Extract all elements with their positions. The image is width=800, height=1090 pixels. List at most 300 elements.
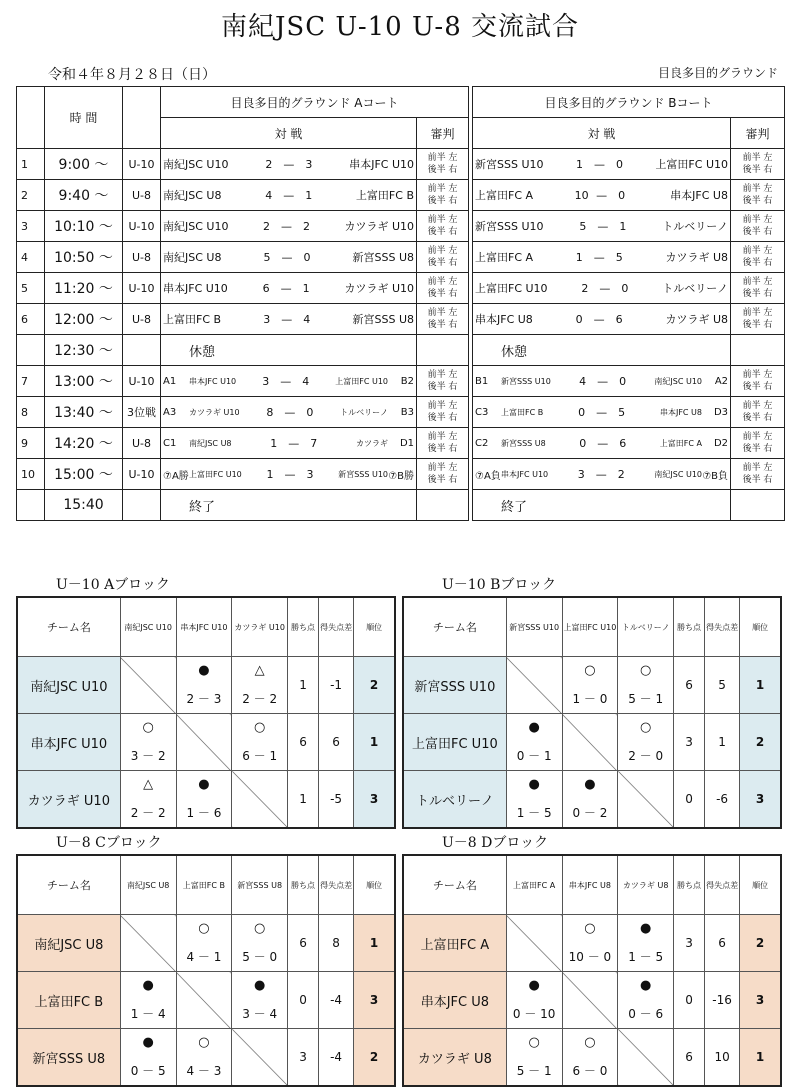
result-mark: ○ — [254, 921, 266, 936]
team-right: 南紀JSC U10 — [654, 376, 703, 386]
rank: 3 — [354, 972, 395, 1029]
referee-first-half: 前半 左 — [742, 246, 773, 256]
standings-row — [403, 657, 781, 714]
header-court-b: 目良多目的グラウンド Bコート — [473, 87, 785, 118]
team-left: 南紀JSC U8 — [189, 438, 232, 448]
team-left: 串本JFC U10 — [163, 282, 228, 295]
score-dash: — — [283, 188, 295, 202]
match-time: 13:40 ～ — [45, 397, 123, 428]
referee-first-half: 前半 左 — [742, 215, 773, 225]
referee-second-half: 後半 右 — [427, 320, 458, 330]
team-right: 上富田FC B — [355, 189, 414, 202]
match-line — [163, 467, 414, 482]
result-score: 3 － 2 — [130, 749, 166, 763]
score-left: 0 — [575, 312, 583, 326]
result — [177, 657, 232, 713]
referee-second-half: 後半 右 — [742, 165, 773, 175]
points-header: 勝ち点 — [288, 855, 319, 915]
end-label-b: 終了 — [473, 490, 731, 521]
team-name: カツラギ U10 — [17, 771, 120, 829]
self-match-cell — [120, 657, 176, 714]
team-left: 新宮SSS U10 — [501, 376, 551, 386]
score-dash: — — [599, 281, 611, 295]
result — [563, 915, 618, 971]
team-left: 上富田FC A — [475, 189, 534, 202]
league-block — [16, 574, 396, 829]
score-dash: — — [281, 312, 293, 326]
referee-first-half: 前半 左 — [427, 215, 458, 225]
team-name: 串本JFC U10 — [17, 714, 120, 771]
team-left: 上富田FC B — [163, 313, 222, 326]
score-right: 0 — [303, 250, 311, 264]
match-category: U-10 — [123, 149, 161, 180]
end-cat — [123, 490, 161, 521]
team-right: カツラギ U8 — [665, 251, 729, 264]
team-right: 上富田FC U10 — [655, 158, 728, 171]
result-mark: ● — [640, 978, 652, 993]
result-score: 2 － 2 — [130, 806, 166, 820]
match-line — [475, 406, 728, 419]
result — [177, 771, 232, 827]
result — [121, 1029, 176, 1085]
result-score: 4 － 1 — [186, 950, 222, 964]
team-name-header: チーム名 — [403, 597, 506, 657]
break-cat — [123, 335, 161, 366]
referee-second-half: 後半 右 — [427, 165, 458, 175]
score-dash: — — [593, 250, 605, 264]
match-cell-a — [161, 459, 417, 490]
end-no — [17, 490, 45, 521]
referee-first-half: 前半 左 — [742, 463, 773, 473]
match-cell-a — [161, 366, 417, 397]
result-cell — [506, 972, 562, 1029]
referee-second-half: 後半 右 — [742, 413, 773, 423]
referee-second-half: 後半 右 — [427, 196, 458, 206]
rank: 2 — [740, 714, 781, 771]
match-category: U-8 — [123, 180, 161, 211]
team-name: 南紀JSC U10 — [17, 657, 120, 714]
score-left: 1 — [575, 157, 583, 171]
goal-diff-header: 得失点差 — [705, 597, 740, 657]
score-left: 1 — [575, 250, 583, 264]
rank: 1 — [354, 915, 395, 972]
standings-header — [17, 855, 395, 915]
points: 6 — [288, 714, 319, 771]
match-number: 2 — [17, 180, 45, 211]
team-right: トルベリーノ — [662, 220, 728, 233]
schedule-row — [17, 366, 785, 397]
result — [177, 915, 232, 971]
match-category: 3位戦 — [123, 397, 161, 428]
result-mark: ● — [198, 777, 210, 792]
referee-cell-b — [731, 273, 785, 304]
team-left: 新宮SSS U10 — [475, 158, 544, 171]
referee-cell-b — [731, 397, 785, 428]
result-score: 5 － 1 — [628, 692, 664, 706]
team-right: 串本JFC U8 — [670, 189, 728, 202]
goal-diff-header: 得失点差 — [705, 855, 740, 915]
result-mark: ○ — [640, 720, 652, 735]
team-right: 串本JFC U10 — [349, 158, 414, 171]
result-mark: ● — [528, 720, 540, 735]
header-match-b: 対 戦 — [473, 118, 731, 149]
score-left: 3 — [262, 374, 270, 388]
self-match-cell — [176, 714, 232, 771]
result-score: 1 － 0 — [572, 692, 608, 706]
score-right: 0 — [621, 281, 629, 295]
result-cell — [506, 714, 562, 771]
result-mark: ● — [528, 978, 540, 993]
points: 3 — [674, 714, 705, 771]
result-score: 3 － 4 — [242, 1007, 278, 1021]
referee-cell-a — [417, 459, 469, 490]
self-match-cell — [232, 771, 288, 829]
header-time: 時 間 — [45, 87, 123, 149]
points: 6 — [288, 915, 319, 972]
match-line — [163, 406, 414, 419]
referee-second-half: 後半 右 — [742, 258, 773, 268]
standings-table — [16, 854, 396, 1087]
match-time: 13:00 ～ — [45, 366, 123, 397]
match-category: U-8 — [123, 304, 161, 335]
result — [232, 915, 287, 971]
result-score: 2 － 2 — [242, 692, 278, 706]
schedule-row — [17, 397, 785, 428]
referee-second-half: 後半 右 — [742, 382, 773, 392]
referee-first-half: 前半 左 — [742, 184, 773, 194]
match-number: 3 — [17, 211, 45, 242]
result-mark: ○ — [640, 663, 652, 678]
score-right: 6 — [619, 436, 627, 450]
goal-diff: -6 — [705, 771, 740, 829]
result-score: 1 － 5 — [516, 806, 552, 820]
referee-cell-b — [731, 180, 785, 211]
team-name-header: チーム名 — [17, 597, 120, 657]
result-score: 0 － 6 — [628, 1007, 664, 1021]
score-dash: — — [281, 250, 293, 264]
referee-second-half: 後半 右 — [742, 196, 773, 206]
result — [618, 714, 673, 770]
points: 1 — [288, 657, 319, 714]
score-right: 2 — [302, 219, 310, 233]
score-right: 3 — [305, 157, 313, 171]
match-cell-b — [473, 366, 731, 397]
opponent-header: 上富田FC A — [506, 855, 562, 915]
result-mark: ○ — [254, 720, 266, 735]
referee-first-half: 前半 左 — [427, 184, 458, 194]
match-line — [475, 249, 728, 265]
self-match-cell — [232, 1029, 288, 1087]
match-cell-b — [473, 180, 731, 211]
referee-cell-b — [731, 242, 785, 273]
match-line — [163, 249, 414, 265]
opponent-header: カツラギ U8 — [618, 855, 674, 915]
team-left: 新宮SSS U8 — [501, 438, 546, 448]
team-right: 上富田FC A — [659, 438, 702, 448]
score-dash: — — [597, 436, 609, 450]
match-cell-b — [473, 459, 731, 490]
referee-second-half: 後半 右 — [427, 382, 458, 392]
match-number: 6 — [17, 304, 45, 335]
result — [232, 657, 287, 713]
score-left: 4 — [579, 374, 587, 388]
score-left: 5 — [579, 219, 587, 233]
team-left: 串本JFC U8 — [475, 313, 533, 326]
match-cell-a — [161, 397, 417, 428]
match-number: 1 — [17, 149, 45, 180]
referee-second-half: 後半 右 — [742, 444, 773, 454]
score-dash: — — [595, 467, 607, 481]
match-line — [163, 280, 414, 296]
standings-row — [17, 771, 395, 829]
rank-header: 順位 — [354, 855, 395, 915]
self-match-cell — [506, 657, 562, 714]
result-score: 0 － 2 — [572, 806, 608, 820]
break-ref-b — [731, 335, 785, 366]
result-mark: ○ — [584, 921, 596, 936]
goal-diff: 1 — [705, 714, 740, 771]
team-left: 上富田FC B — [501, 407, 544, 417]
block-title: U－8 Dブロック — [442, 835, 549, 851]
schedule-row — [17, 180, 785, 211]
rank: 3 — [354, 771, 395, 829]
result-score: 6 － 0 — [572, 1064, 608, 1078]
match-line — [475, 467, 728, 482]
end-label-a: 終了 — [161, 490, 417, 521]
result — [563, 771, 618, 827]
score-right: 1 — [619, 219, 627, 233]
team-right: 串本JFC U8 — [659, 407, 703, 417]
rank-header: 順位 — [740, 855, 781, 915]
team-name-header: チーム名 — [17, 855, 120, 915]
goal-diff-header: 得失点差 — [319, 855, 354, 915]
seed-right: D3 — [713, 406, 729, 418]
result — [507, 1029, 562, 1085]
standings-header — [403, 597, 781, 657]
result-mark: ○ — [142, 720, 154, 735]
opponent-header: カツラギ U10 — [232, 597, 288, 657]
result — [121, 714, 176, 770]
team-right: 南紀JSC U10 — [654, 469, 703, 479]
result-cell — [562, 1029, 618, 1087]
match-line — [475, 156, 728, 172]
end-ref-a — [417, 490, 469, 521]
seed-right: A2 — [714, 375, 729, 387]
header-ref-b: 審判 — [731, 118, 785, 149]
score-right: 1 — [305, 188, 313, 202]
team-right: カツラギ U8 — [665, 313, 729, 326]
score-left: 0 — [578, 405, 586, 419]
league-block — [402, 574, 782, 829]
match-number: 9 — [17, 428, 45, 459]
self-match-cell — [506, 915, 562, 972]
match-cell-b — [473, 211, 731, 242]
score-right: 4 — [302, 374, 310, 388]
team-left: 上富田FC U10 — [475, 282, 548, 295]
match-number: 7 — [17, 366, 45, 397]
break-row — [17, 335, 785, 366]
match-cell-b — [473, 242, 731, 273]
block-title: U－8 Cブロック — [56, 835, 162, 851]
result-cell — [176, 657, 232, 714]
end-row — [17, 490, 785, 521]
rank: 2 — [740, 915, 781, 972]
score-left: 3 — [577, 467, 585, 481]
result-cell — [618, 657, 674, 714]
referee-cell-b — [731, 211, 785, 242]
block-title: U－10 Aブロック — [56, 577, 170, 593]
referee-cell-b — [731, 304, 785, 335]
score-dash: — — [283, 157, 295, 171]
break-label-b: 休憩 — [473, 335, 731, 366]
match-line — [163, 218, 414, 234]
result-mark: △ — [143, 777, 154, 792]
match-line — [163, 156, 414, 172]
rank: 1 — [740, 1029, 781, 1087]
match-line — [475, 375, 728, 388]
referee-first-half: 前半 左 — [427, 370, 458, 380]
result-mark: ○ — [528, 1035, 540, 1050]
score-dash: — — [596, 188, 608, 202]
league-block — [402, 832, 782, 1087]
match-category: U-8 — [123, 428, 161, 459]
score-left: 8 — [266, 405, 274, 419]
goal-diff: -4 — [319, 1029, 354, 1087]
result-cell — [506, 1029, 562, 1087]
match-cell-b — [473, 428, 731, 459]
points: 3 — [674, 915, 705, 972]
match-time: 14:20 ～ — [45, 428, 123, 459]
header-no — [17, 87, 45, 149]
result-mark: ● — [142, 978, 154, 993]
goal-diff: -1 — [319, 657, 354, 714]
score-dash: — — [280, 281, 292, 295]
opponent-header: 上富田FC U10 — [562, 597, 618, 657]
standings-row — [17, 657, 395, 714]
result — [618, 915, 673, 971]
points-header: 勝ち点 — [674, 855, 705, 915]
result-score: 1 － 4 — [130, 1007, 166, 1021]
referee-cell-b — [731, 366, 785, 397]
result-score: 10 － 0 — [568, 950, 612, 964]
result-cell — [232, 714, 288, 771]
team-right: トルベリーノ — [340, 407, 389, 417]
team-left: 上富田FC A — [475, 251, 534, 264]
match-number: 10 — [17, 459, 45, 490]
result — [563, 1029, 618, 1085]
header-match-a: 対 戦 — [161, 118, 417, 149]
referee-cell-a — [417, 273, 469, 304]
team-name: 上富田FC A — [403, 915, 506, 972]
result-score: 6 － 1 — [242, 749, 278, 763]
result-score: 4 － 3 — [186, 1064, 222, 1078]
result-cell — [232, 972, 288, 1029]
result-mark: ● — [584, 777, 596, 792]
score-left: 2 — [265, 157, 273, 171]
match-line — [475, 187, 728, 203]
team-right: カツラギ U10 — [344, 282, 414, 295]
referee-first-half: 前半 左 — [742, 308, 773, 318]
result — [507, 771, 562, 827]
match-time: 9:00 ～ — [45, 149, 123, 180]
result-cell — [176, 1029, 232, 1087]
goal-diff: 5 — [705, 657, 740, 714]
team-right: カツラギ — [356, 438, 389, 448]
score-right: 7 — [310, 436, 318, 450]
result-cell — [618, 915, 674, 972]
referee-first-half: 前半 左 — [427, 153, 458, 163]
team-name: 新宮SSS U10 — [403, 657, 506, 714]
result-cell — [120, 714, 176, 771]
referee-cell-a — [417, 304, 469, 335]
referee-first-half: 前半 左 — [427, 401, 458, 411]
standings-table — [402, 854, 782, 1087]
result-cell — [176, 771, 232, 829]
result-mark: ○ — [198, 1035, 210, 1050]
referee-cell-b — [731, 459, 785, 490]
header-cat-blank — [123, 87, 161, 149]
match-category: U-10 — [123, 273, 161, 304]
score-dash: — — [284, 405, 296, 419]
referee-first-half: 前半 左 — [742, 432, 773, 442]
result-mark: ● — [198, 663, 210, 678]
result — [507, 972, 562, 1028]
opponent-header: 串本JFC U10 — [176, 597, 232, 657]
match-time: 15:00 ～ — [45, 459, 123, 490]
team-right: 新宮SSS U8 — [352, 251, 414, 264]
score-left: 3 — [263, 312, 271, 326]
standings-row — [403, 915, 781, 972]
referee-second-half: 後半 右 — [427, 227, 458, 237]
goal-diff: 6 — [319, 714, 354, 771]
result — [232, 714, 287, 770]
standings-table — [402, 596, 782, 829]
seed-left: ⑦A勝 — [163, 470, 189, 482]
opponent-header: 南紀JSC U10 — [120, 597, 176, 657]
result-cell — [120, 972, 176, 1029]
result-score: 1 － 5 — [628, 950, 664, 964]
match-line — [163, 187, 414, 203]
team-name-header: チーム名 — [403, 855, 506, 915]
self-match-cell — [120, 915, 176, 972]
team-left: カツラギ U10 — [189, 407, 240, 417]
match-cell-a — [161, 149, 417, 180]
result-mark: △ — [254, 663, 265, 678]
goal-diff: -4 — [319, 972, 354, 1029]
schedule-row — [17, 428, 785, 459]
break-ref-a — [417, 335, 469, 366]
score-right: 4 — [303, 312, 311, 326]
team-right: 上富田FC U10 — [335, 376, 389, 386]
score-dash: — — [280, 374, 292, 388]
match-category: U-8 — [123, 242, 161, 273]
result-mark: ○ — [584, 1035, 596, 1050]
score-dash: — — [597, 374, 609, 388]
score-dash: — — [593, 157, 605, 171]
result-mark: ○ — [584, 663, 596, 678]
end-ref-b — [731, 490, 785, 521]
self-match-cell — [562, 714, 618, 771]
seed-left: C3 — [475, 406, 489, 418]
goal-diff: 10 — [705, 1029, 740, 1087]
points: 1 — [288, 771, 319, 829]
referee-cell-a — [417, 180, 469, 211]
points-header: 勝ち点 — [288, 597, 319, 657]
score-right: 2 — [617, 467, 625, 481]
break-label-a: 休憩 — [161, 335, 417, 366]
score-right: 0 — [618, 188, 626, 202]
match-cell-b — [473, 397, 731, 428]
